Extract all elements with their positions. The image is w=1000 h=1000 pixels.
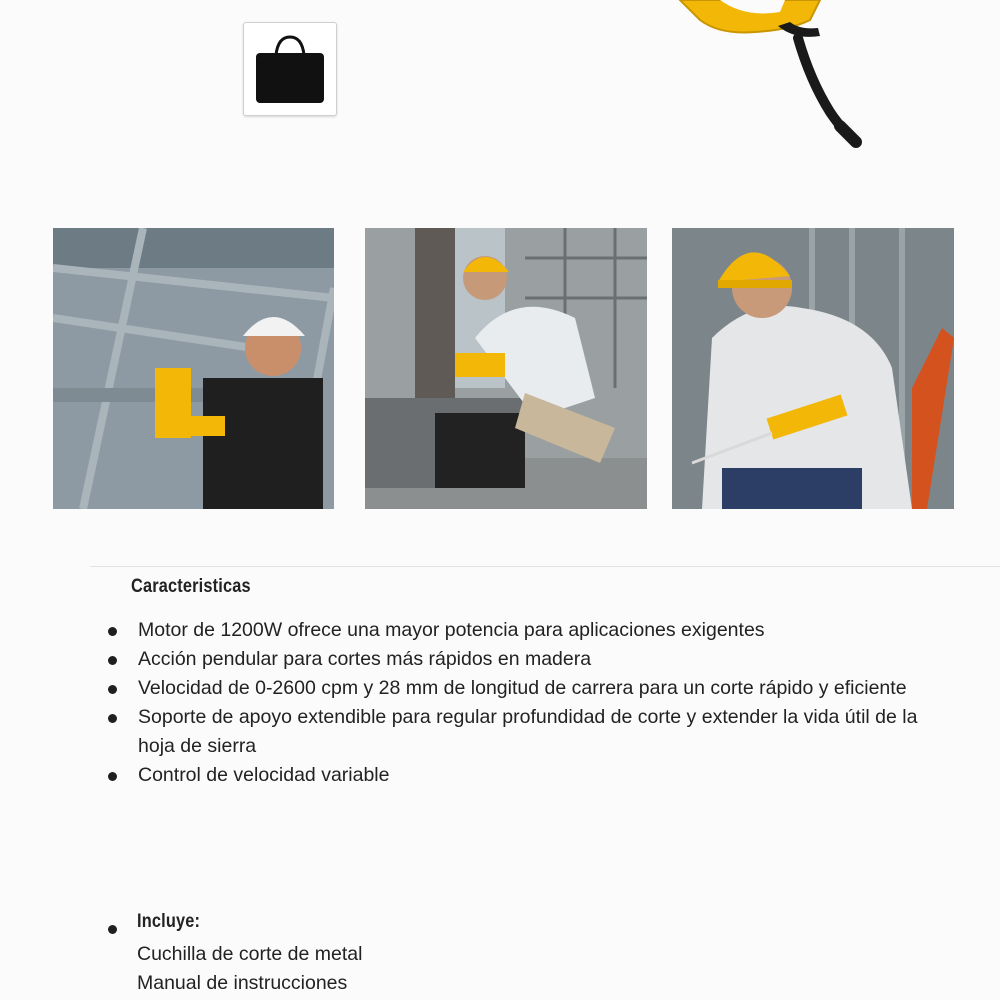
reciprocating-saw-image xyxy=(660,0,880,150)
bullet-icon xyxy=(108,925,117,934)
includes-heading: Incluye: xyxy=(137,911,201,932)
worker-cutting-duct-photo xyxy=(365,228,647,509)
bullet-icon xyxy=(108,656,117,665)
feature-text: Velocidad de 0-2600 cpm y 28 mm de longitud de carrera para un corte rápido y eficiente xyxy=(138,677,907,699)
worker-cutting-overhead-pipe-photo xyxy=(53,228,334,509)
feature-text: Acción pendular para cortes más rápidos en madera xyxy=(138,648,592,670)
includes-list xyxy=(137,940,362,998)
feature-text: Soporte de apoyo extendible para regular profundidad de corte y extender la vida útil de la hoja de sierra xyxy=(138,706,918,757)
bullet-icon xyxy=(108,685,117,694)
includes-item: Manual de instrucciones xyxy=(137,972,348,994)
features-heading: Caracteristicas xyxy=(131,576,251,597)
section-divider xyxy=(90,566,1000,567)
feature-item xyxy=(108,703,958,761)
feature-item xyxy=(108,616,958,645)
feature-item xyxy=(108,645,958,674)
carry-case-icon-tile xyxy=(243,22,337,116)
bag-icon xyxy=(254,33,326,105)
bullet-icon xyxy=(108,772,117,781)
feature-item xyxy=(108,761,958,790)
worker-cutting-metal-pipe-photo xyxy=(672,228,954,509)
feature-item xyxy=(108,674,958,703)
bullet-icon xyxy=(108,627,117,636)
feature-text: Motor de 1200W ofrece una mayor potencia para aplicaciones exigentes xyxy=(138,619,765,641)
includes-item: Cuchilla de corte de metal xyxy=(137,943,363,965)
features-list xyxy=(108,616,958,790)
bullet-icon xyxy=(108,714,117,723)
feature-text: Control de velocidad variable xyxy=(138,764,390,786)
